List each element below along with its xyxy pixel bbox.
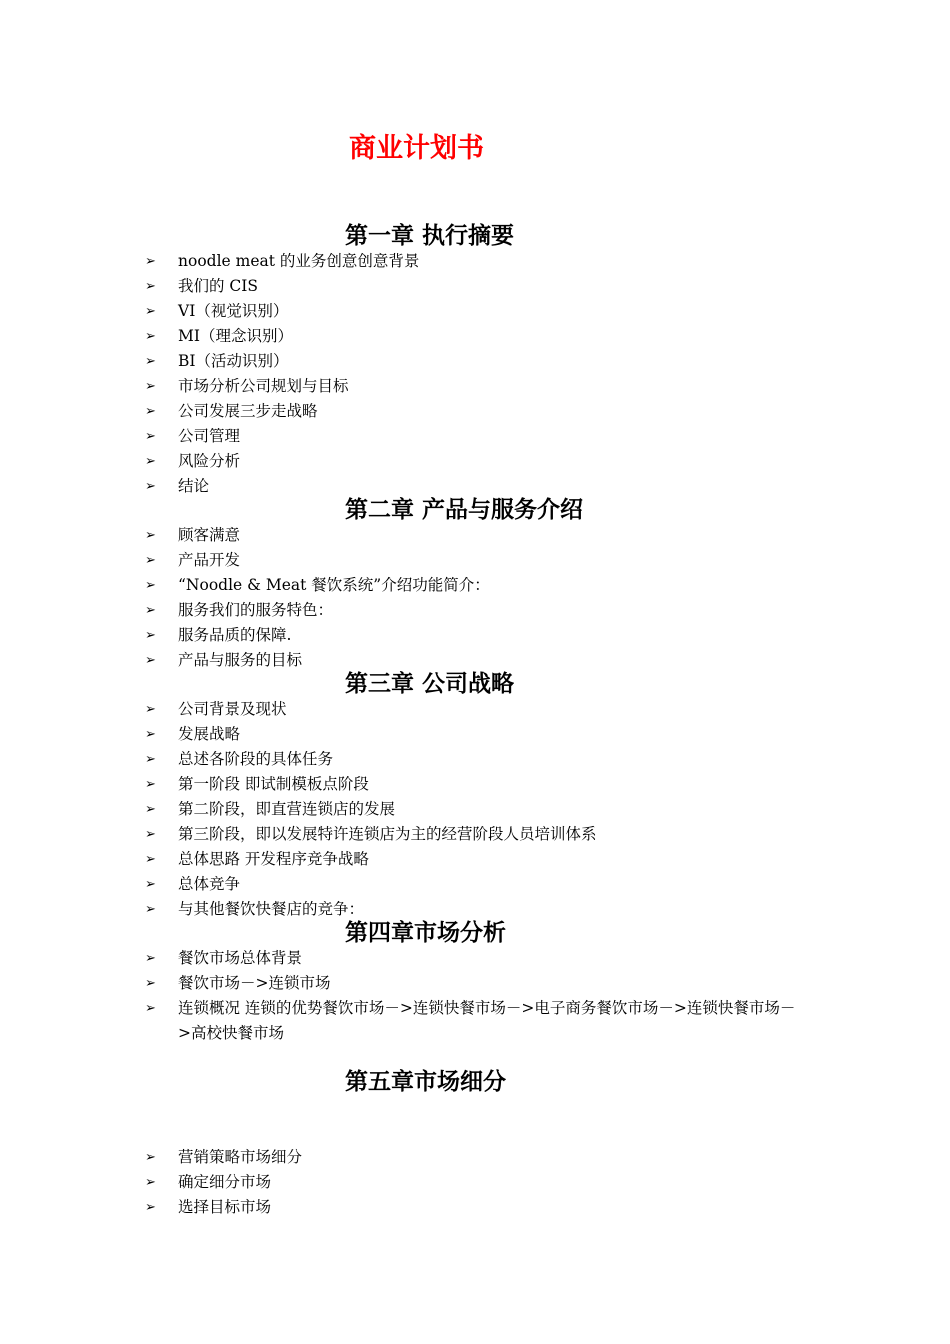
list-item-text: 风险分析 [178,452,241,470]
chapter-1-heading: 第一章 执行摘要 [345,222,515,249]
list-item [0,797,808,822]
arrow-bullet-icon: ➢ [145,1001,156,1016]
chapter-5-heading: 第五章市场细分 [345,1068,506,1095]
list-item [0,1195,808,1220]
list-item-text: 第三阶段，即以发展特许连锁店为主的经营阶段人员培训体系 [178,825,597,843]
list-item-text: 餐饮市场－>连锁市场 [178,974,331,992]
arrow-bullet-icon: ➢ [145,1150,156,1165]
chapter-2-heading: 第二章 产品与服务介绍 [345,496,584,523]
list-item [0,1170,808,1195]
arrow-bullet-icon: ➢ [145,752,156,767]
chapter-4-heading: 第四章市场分析 [345,919,506,946]
list-item-text: 第二阶段，即直营连锁店的发展 [178,800,396,818]
list-item [0,697,808,722]
chapter-2-list [0,523,808,673]
list-item-text: 公司背景及现状 [178,700,287,718]
list-item [0,872,808,897]
arrow-bullet-icon: ➢ [145,553,156,568]
list-item-text: 确定细分市场 [178,1173,272,1191]
arrow-bullet-icon: ➢ [145,852,156,867]
arrow-bullet-icon: ➢ [145,1200,156,1215]
list-item [0,747,808,772]
list-item-text: 产品开发 [178,551,241,569]
list-item-text: 公司发展三步走战略 [178,402,318,420]
arrow-bullet-icon: ➢ [145,304,156,319]
arrow-bullet-icon: ➢ [145,379,156,394]
arrow-bullet-icon: ➢ [145,354,156,369]
arrow-bullet-icon: ➢ [145,479,156,494]
list-item-text: 与其他餐饮快餐店的竞争： [178,900,365,918]
list-item [0,847,808,872]
arrow-bullet-icon: ➢ [145,578,156,593]
list-item-text: MI（理念识别） [178,327,293,345]
list-item-text: BI（活动识别） [178,352,289,370]
list-item-text: 总体思路 开发程序竞争战略 [178,850,369,868]
arrow-bullet-icon: ➢ [145,951,156,966]
list-item-text: 发展战略 [178,725,241,743]
list-item [0,822,808,847]
arrow-bullet-icon: ➢ [145,702,156,717]
list-item [0,299,808,324]
list-item-text: 总体竞争 [178,875,241,893]
list-item [0,548,808,573]
list-item [0,449,808,474]
list-item-text: 我们的 CIS [178,277,259,295]
list-item [0,722,808,747]
list-item-text: 服务我们的服务特色： [178,601,334,619]
list-item-text: 连锁概况 连锁的优势餐饮市场－>连锁快餐市场－>电子商务餐饮市场－>连锁快餐市场－>高校快餐市场 [178,999,796,1042]
list-item-text: VI（视觉识别） [178,302,289,320]
list-item [0,523,808,548]
list-item [0,374,808,399]
arrow-bullet-icon: ➢ [145,802,156,817]
arrow-bullet-icon: ➢ [145,454,156,469]
list-item-text: “Noodle & Meat 餐饮系统”介绍功能简介： [178,576,490,594]
list-item [0,598,808,623]
list-item-text: 总述各阶段的具体任务 [178,750,334,768]
chapter-5-list [0,1145,808,1220]
list-item-text: 顾客满意 [178,526,241,544]
list-item [0,424,808,449]
arrow-bullet-icon: ➢ [145,976,156,991]
list-item-text: 选择目标市场 [178,1198,272,1216]
list-item-text: 服务品质的保障. [178,626,292,644]
list-item-text: noodle meat 的业务创意创意背景 [178,252,420,270]
list-item-text: 餐饮市场总体背景 [178,949,303,967]
chapter-3-list [0,697,808,922]
list-item [0,573,808,598]
arrow-bullet-icon: ➢ [145,1175,156,1190]
chapter-4-list [0,946,808,1046]
list-item [0,623,808,648]
list-item [0,1145,808,1170]
list-item [0,399,808,424]
arrow-bullet-icon: ➢ [145,653,156,668]
list-item [0,274,808,299]
list-item [0,772,808,797]
list-item [0,324,808,349]
arrow-bullet-icon: ➢ [145,727,156,742]
chapter-1-list [0,249,808,499]
list-item-text: 公司管理 [178,427,241,445]
arrow-bullet-icon: ➢ [145,877,156,892]
arrow-bullet-icon: ➢ [145,329,156,344]
list-item [0,971,808,996]
list-item-text: 结论 [178,477,210,495]
list-item-text: 营销策略市场细分 [178,1148,303,1166]
arrow-bullet-icon: ➢ [145,827,156,842]
arrow-bullet-icon: ➢ [145,254,156,269]
list-item [0,946,808,971]
arrow-bullet-icon: ➢ [145,528,156,543]
list-item [0,996,808,1046]
arrow-bullet-icon: ➢ [145,628,156,643]
arrow-bullet-icon: ➢ [145,603,156,618]
document-title: 商业计划书 [349,133,484,164]
list-item-text: 第一阶段 即试制模板点阶段 [178,775,369,793]
arrow-bullet-icon: ➢ [145,902,156,917]
list-item-text: 产品与服务的目标 [178,651,303,669]
list-item [0,249,808,274]
chapter-3-heading: 第三章 公司战略 [345,670,515,697]
list-item-text: 市场分析公司规划与目标 [178,377,349,395]
list-item [0,349,808,374]
arrow-bullet-icon: ➢ [145,279,156,294]
arrow-bullet-icon: ➢ [145,404,156,419]
arrow-bullet-icon: ➢ [145,777,156,792]
arrow-bullet-icon: ➢ [145,429,156,444]
